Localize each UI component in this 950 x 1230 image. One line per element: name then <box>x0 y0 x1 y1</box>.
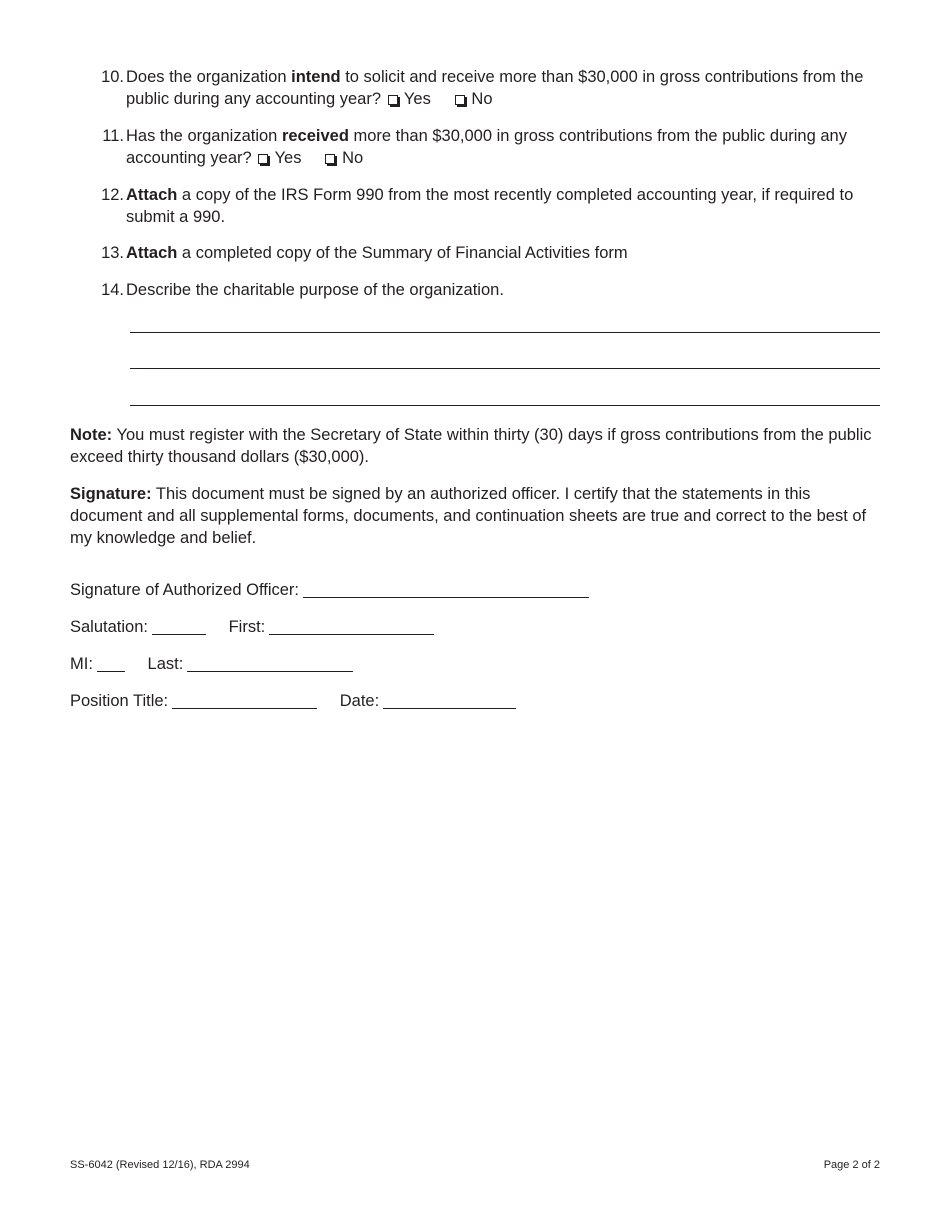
middle-initial-field[interactable] <box>97 653 125 672</box>
purpose-answer-line-2[interactable] <box>130 368 880 369</box>
q11-no-option[interactable]: No <box>323 149 363 167</box>
question-number: 12. <box>101 186 124 204</box>
purpose-answer-line-3[interactable] <box>130 405 880 406</box>
last-name-field[interactable] <box>187 653 353 672</box>
form-identifier: SS-6042 (Revised 12/16), RDA 2994 <box>70 1159 250 1171</box>
question-text: Does the organization intend to solicit and receive more than $30,000 in gross contributions from the public during any accounting year? Yes No <box>126 68 864 108</box>
q11-yes-option[interactable]: Yes <box>256 149 301 167</box>
position-title-label: Position Title: <box>70 692 169 710</box>
question-emphasis: Attach <box>126 186 178 204</box>
question-number: 11. <box>102 127 124 145</box>
question-14 <box>96 279 886 301</box>
last-name-label: Last: <box>147 655 184 673</box>
question-text: Has the organization received more than $30,000 in gross contributions from the public during any accounting year? Yes No <box>126 127 847 167</box>
date-field[interactable] <box>383 690 516 709</box>
first-name-label: First: <box>228 618 266 636</box>
q10-yes-option[interactable]: Yes <box>386 90 431 108</box>
first-name-field[interactable] <box>269 616 434 635</box>
signature-row <box>70 579 589 601</box>
question-number: 13. <box>101 244 124 262</box>
signature-label: Signature: <box>70 485 152 503</box>
question-emphasis: intend <box>291 68 341 86</box>
q10-yes-checkbox[interactable] <box>388 95 398 105</box>
signature-field-label: Signature of Authorized Officer: <box>70 581 299 599</box>
name-row-2 <box>70 653 353 675</box>
question-text: Attach a completed copy of the Summary of Financial Activities form <box>126 244 628 262</box>
salutation-label: Salutation: <box>70 618 148 636</box>
middle-initial-label: MI: <box>70 655 93 673</box>
question-12 <box>96 184 886 228</box>
q10-no-option[interactable]: No <box>453 90 493 108</box>
question-emphasis: Attach <box>126 244 178 262</box>
q11-yes-checkbox[interactable] <box>258 154 268 164</box>
q10-no-checkbox[interactable] <box>455 95 465 105</box>
question-text: Attach a copy of the IRS Form 990 from the most recently completed accounting year, if required to submit a 990. <box>126 186 854 226</box>
position-row <box>70 690 516 712</box>
salutation-field[interactable] <box>152 616 206 635</box>
question-11 <box>96 125 886 169</box>
position-title-field[interactable] <box>172 690 317 709</box>
name-row-1 <box>70 616 434 638</box>
signature-statement: Signature: This document must be signed by an authorized officer. I certify that the statements in this document and all supplemental forms, documents, and continuation sheets are true and correct to the best of my knowledge and belief. <box>70 485 867 547</box>
signature-field[interactable] <box>303 579 589 598</box>
note-label: Note: <box>70 426 113 444</box>
question-10 <box>96 66 886 110</box>
question-emphasis: received <box>281 127 349 145</box>
question-number: 14. <box>101 281 124 299</box>
note-paragraph: Note: You must register with the Secretary of State within thirty (30) days if gross contributions from the public exceed thirty thousand dollars ($30,000). <box>70 426 872 466</box>
question-number: 10. <box>101 68 124 86</box>
purpose-answer-line-1[interactable] <box>130 332 880 333</box>
date-label: Date: <box>339 692 380 710</box>
question-13 <box>96 242 886 264</box>
q11-no-checkbox[interactable] <box>325 154 335 164</box>
page-number: Page 2 of 2 <box>823 1159 880 1171</box>
question-text: Describe the charitable purpose of the organization. <box>126 281 504 299</box>
